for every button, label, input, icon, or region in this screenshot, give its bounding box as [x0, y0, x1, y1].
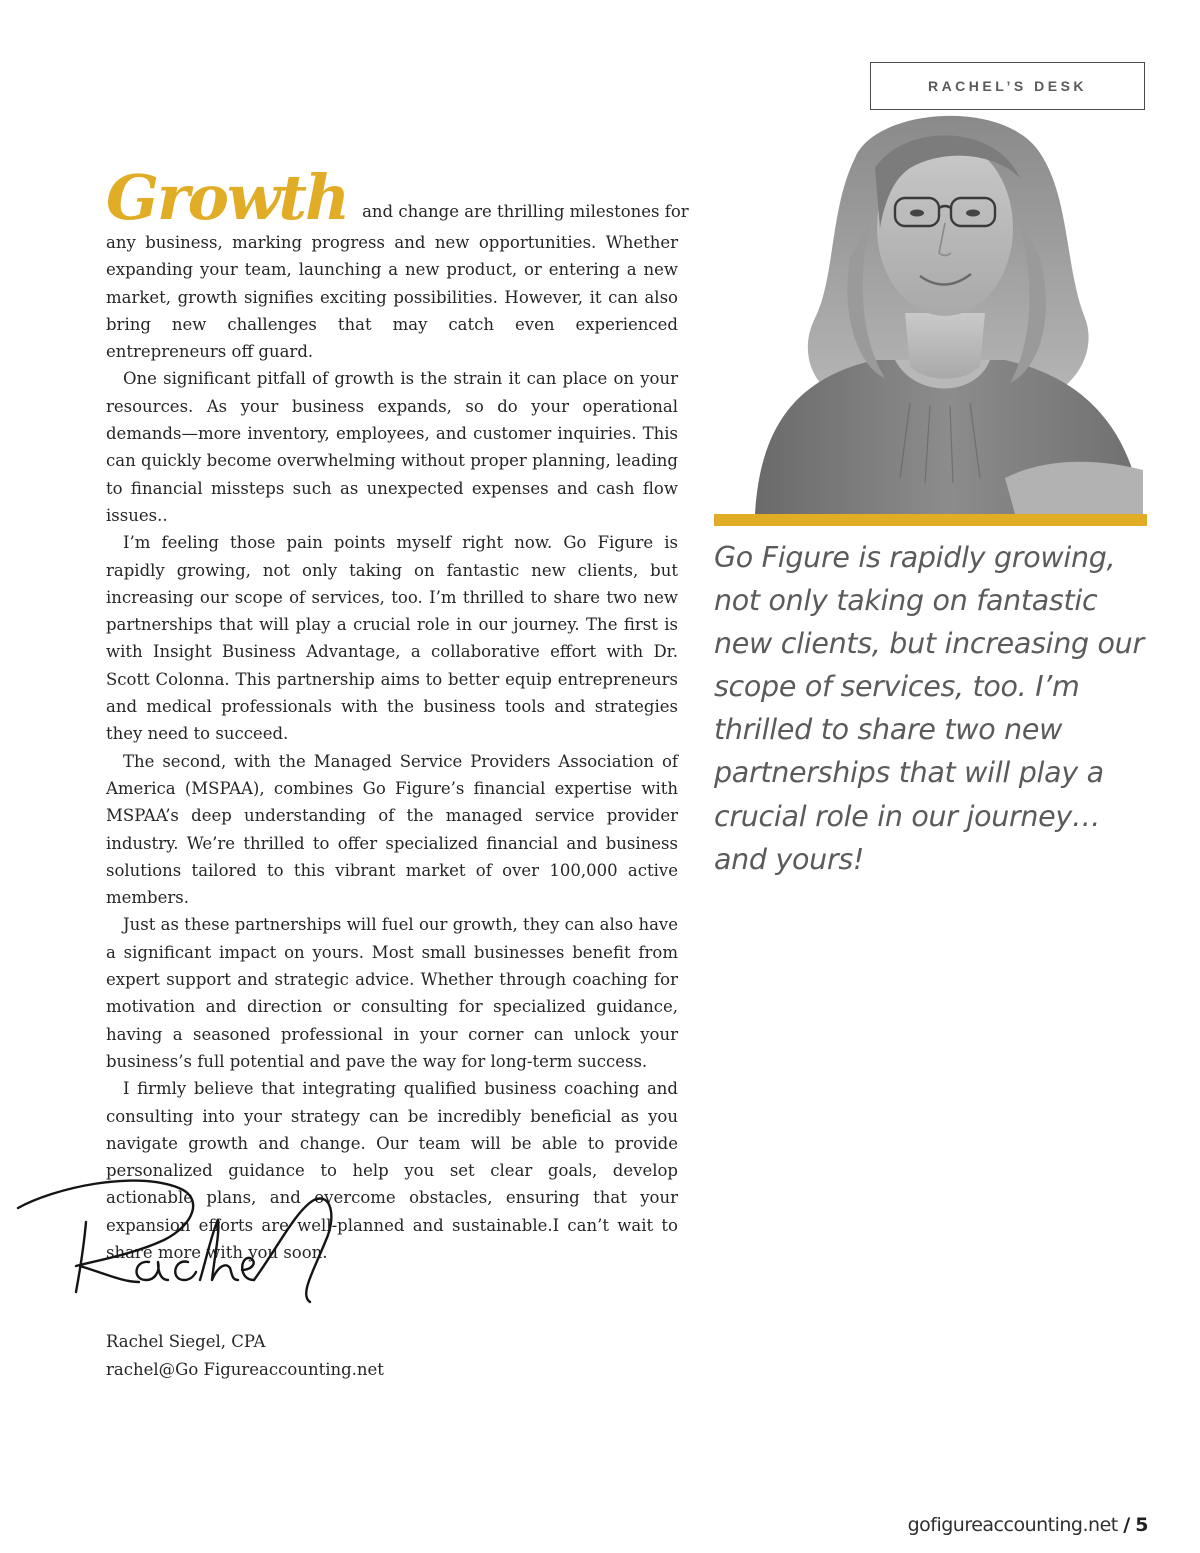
paragraph: One significant pitfall of growth is the strain it can place on your resources. As your business expands, so do your operational demands—more inventory, employees, and customer inquiries. This can quickly become overwhelming without proper planning, leading to financial missteps such as unexpected expenses and cash flow issues.. [106, 369, 678, 525]
article-body [106, 161, 689, 1266]
article-lead [106, 161, 689, 234]
accent-rule [714, 514, 1147, 526]
handwritten-signature [14, 1170, 344, 1310]
page-number: 5 [1135, 1514, 1148, 1536]
article-paragraphs [106, 229, 678, 1266]
lead-word: Growth [106, 161, 349, 234]
paragraph: Just as these partnerships will fuel our growth, they can also have a significant impact on yours. Most small businesses benefit from expert support and strategic advice. Whether through coaching for motivation and direction or consulting for specialized guidance, having a seasoned professional in your corner can unlock your business’s full potential and pave the way for long-term success. [106, 915, 678, 1071]
paragraph: any business, marking progress and new opportunities. Whether expanding your team, launching a new product, or entering a new market, growth signifies exciting possibilities. However, it can also bring new challenges that may catch even experienced entrepreneurs off guard. [106, 233, 678, 362]
paragraph: I’m feeling those pain points myself right now. Go Figure is rapidly growing, not only taking on fantastic new clients, but increasing our scope of services, too. I’m thrilled to share two new partnerships that will play a crucial role in our journey. The first is with Insight Business Advantage, a collaborative effort with Dr. Scott Colonna. This partnership aims to better equip entrepreneurs and medical professionals with the business tools and strategies they need to succeed. [106, 533, 678, 744]
footer-separator: / [1123, 1514, 1130, 1536]
page-footer [908, 1514, 1148, 1536]
paragraph: I firmly believe that integrating qualified business coaching and consulting into your strategy can be incredibly beneficial as you navigate growth and change. Our team will be able to provide personalized guidance to help you set clear goals, develop actionable plans, and overcome obstacles, ensuring that your expansion efforts are well-planned and sustainable.I can’t wait to share more with you soon. [106, 1079, 678, 1262]
author-portrait [735, 98, 1145, 514]
lead-text: and change are thrilling milestones for [362, 201, 689, 221]
footer-site[interactable]: gofigureaccounting.net [907, 1514, 1118, 1536]
pull-quote: Go Figure is rapidly growing, not only taking on fantastic new clients, but increasing our scope of services, too. I’m thrilled to share two new partnerships that will play a crucial role in our journey… and yours! [714, 541, 1144, 876]
author-email[interactable]: rachel@Go Figureaccounting.net [106, 1359, 384, 1379]
sign-off [106, 1328, 384, 1383]
section-tag: RACHEL’S DESK [870, 62, 1145, 110]
author-name: Rachel Siegel, CPA [106, 1332, 266, 1351]
paragraph: The second, with the Managed Service Providers Association of America (MSPAA), combines Go Figure’s financial expertise with MSPAA’s deep understanding of the managed service provider industry. We’re thrilled to offer specialized financial and business solutions tailored to this vibrant market of over 100,000 active members. [106, 751, 678, 908]
